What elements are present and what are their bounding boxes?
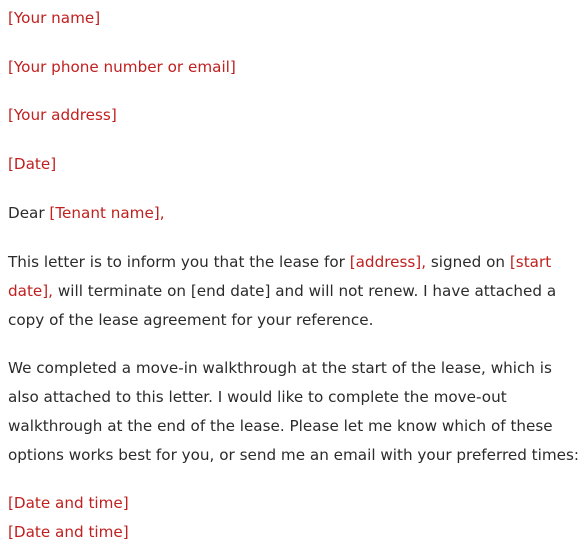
your-name-placeholder: [Your name] (8, 9, 101, 27)
paragraph2-line1: We completed a move-in walkthrough at the start of the lease, which is (8, 359, 552, 377)
paragraph2-line2: also attached to this letter. I would like to complete the move-out (8, 388, 507, 406)
salutation-dear: Dear (8, 204, 50, 222)
paragraph2-line4: options works best for you, or send me an email with your preferred times: (8, 446, 580, 464)
paragraph-lease-termination (8, 252, 574, 339)
paragraph1-line3: copy of the lease agreement for your reference. (8, 311, 374, 329)
date-time-option-2: [Date and time] (8, 523, 129, 541)
paragraph-walkthrough (8, 358, 580, 474)
salutation (8, 203, 165, 223)
paragraph1-line2 (8, 281, 574, 310)
paragraph2-line3: walkthrough at the end of the lease. Please let me know which of these (8, 417, 553, 435)
date-placeholder: [Date] (8, 155, 57, 173)
date-time-option-1: [Date and time] (8, 494, 129, 512)
tenant-name-placeholder: [Tenant name], (49, 204, 165, 222)
p1-text-a: This letter is to inform you that the lease for (8, 253, 350, 271)
start-date-placeholder-part2: date], (8, 282, 53, 300)
p1-text-c: signed on (426, 253, 510, 271)
p1-text-line2: will terminate on [end date] and will not renew. I have attached a (53, 282, 557, 300)
start-date-placeholder-part1: [start (509, 253, 552, 271)
contact-placeholder: [Your phone number or email] (8, 58, 236, 76)
address-inline-placeholder: [address], (349, 253, 427, 271)
address-placeholder: [Your address] (8, 106, 117, 124)
paragraph1-line1 (8, 252, 574, 281)
